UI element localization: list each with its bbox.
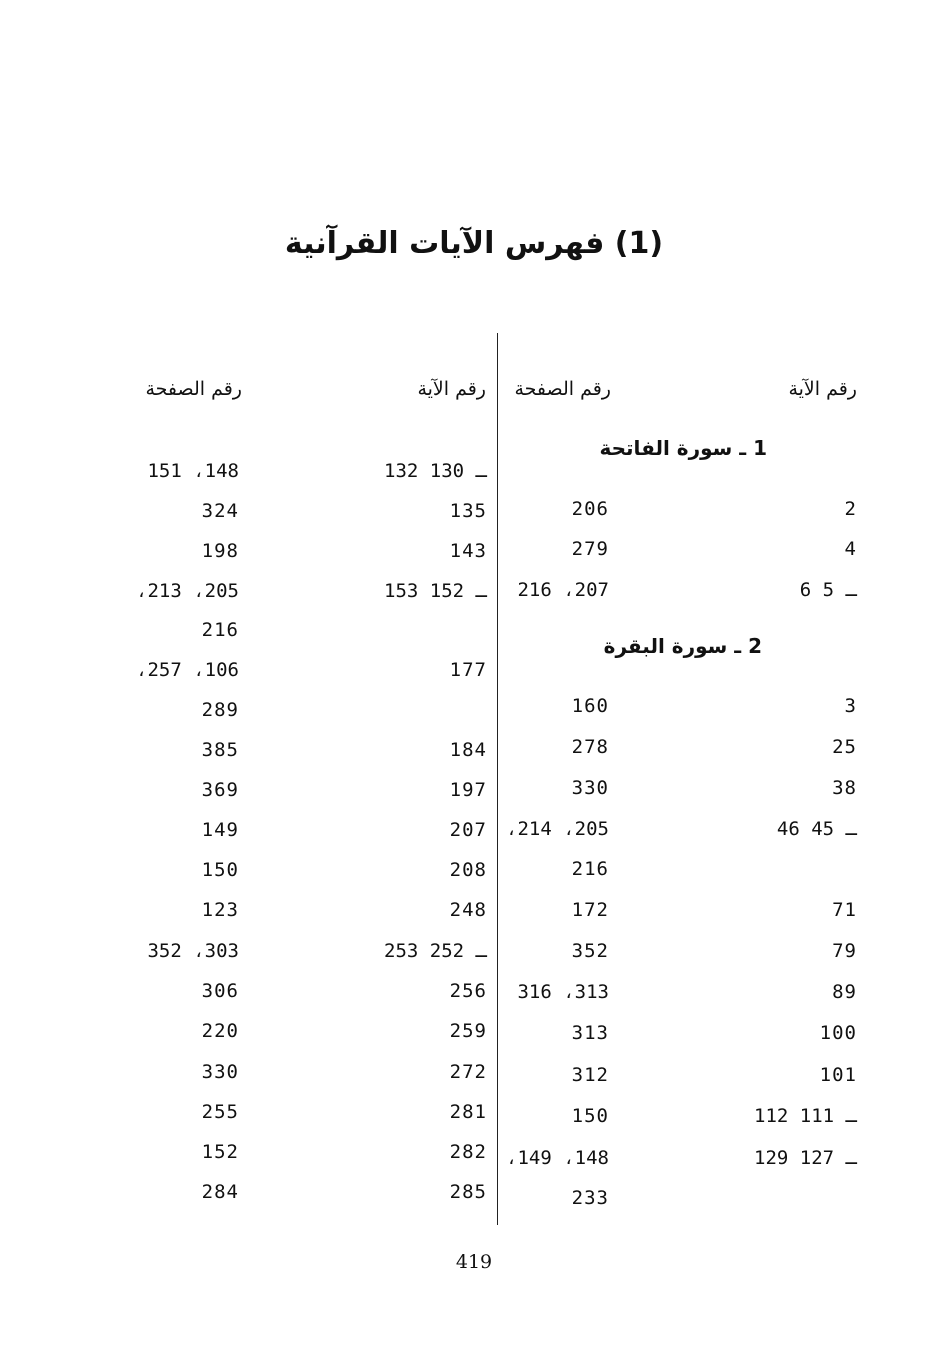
ayah-number: 272 <box>449 1061 487 1083</box>
page-ref: ،257 ،106 <box>136 659 239 681</box>
ayah-number: 79 <box>832 940 857 962</box>
right-page-header: رقم الصفحة <box>514 378 611 400</box>
ayah-number: 46 ـ 45 <box>776 818 857 840</box>
page-ref: 352 <box>571 940 609 962</box>
page-ref: 385 <box>201 739 239 761</box>
ayah-number: 207 <box>449 819 487 841</box>
ayah-number: 132 ـ 130 <box>384 460 487 482</box>
page-ref: 279 <box>571 538 609 560</box>
page-ref: 152 <box>201 1141 239 1163</box>
surah-heading-baqara: 2 ـ سورة البقرة <box>603 634 762 658</box>
page-ref: 312 <box>571 1064 609 1086</box>
page-ref: 313 <box>571 1022 609 1044</box>
ayah-number: 143 <box>449 540 487 562</box>
ayah-number: 3 <box>844 695 857 717</box>
ayah-number: 184 <box>449 739 487 761</box>
ayah-number: 253 ـ 252 <box>384 940 487 962</box>
page-ref: 306 <box>201 980 239 1002</box>
ayah-number: 89 <box>832 981 857 1003</box>
ayah-number: 101 <box>819 1064 857 1086</box>
page-ref: 289 <box>201 699 239 721</box>
ayah-number: 129 ـ 127 <box>754 1147 857 1169</box>
ayah-number: 25 <box>832 736 857 758</box>
right-ayah-header: رقم الآية <box>788 378 857 400</box>
ayah-number: 282 <box>449 1141 487 1163</box>
ayah-number: 197 <box>449 779 487 801</box>
ayah-number: 100 <box>819 1022 857 1044</box>
ayah-number: 259 <box>449 1020 487 1042</box>
page-ref: 150 <box>201 859 239 881</box>
ayah-number: 281 <box>449 1101 487 1123</box>
page-ref: 220 <box>201 1020 239 1042</box>
page-ref: 123 <box>201 899 239 921</box>
page-ref: 198 <box>201 540 239 562</box>
page-ref: 330 <box>201 1061 239 1083</box>
page-ref: ،213 ،205 <box>136 580 239 602</box>
ayah-number: 135 <box>449 500 487 522</box>
page-ref: 150 <box>571 1105 609 1127</box>
page-ref: 330 <box>571 777 609 799</box>
page-ref: 233 <box>571 1187 609 1209</box>
page-ref: 324 <box>201 500 239 522</box>
page-ref: ،149 ،148 <box>506 1147 609 1169</box>
page-number: 419 <box>455 1251 493 1273</box>
ayah-number: 153 ـ 152 <box>384 580 487 602</box>
page-ref: 206 <box>571 498 609 520</box>
page-ref: 316 ،313 <box>517 981 609 1003</box>
page-ref: 216 <box>571 858 609 880</box>
page-ref: 216 ،207 <box>517 579 609 601</box>
page-title: (1) فهرس الآيات القرآنية <box>284 226 664 261</box>
page-ref: 172 <box>571 899 609 921</box>
left-ayah-header: رقم الآية <box>417 378 486 400</box>
page-ref: 160 <box>571 695 609 717</box>
page-ref: 278 <box>571 736 609 758</box>
page-ref: 284 <box>201 1181 239 1203</box>
column-divider <box>497 333 498 1225</box>
page-ref: 255 <box>201 1101 239 1123</box>
ayah-number: 248 <box>449 899 487 921</box>
page-ref: 151 ،148 <box>147 460 239 482</box>
page-ref: 149 <box>201 819 239 841</box>
ayah-number: 2 <box>844 498 857 520</box>
page-ref: ،214 ،205 <box>506 818 609 840</box>
page-ref: 369 <box>201 779 239 801</box>
page-ref: 216 <box>201 619 239 641</box>
ayah-number: 256 <box>449 980 487 1002</box>
ayah-number: 112 ـ 111 <box>754 1105 857 1127</box>
ayah-number: 285 <box>449 1181 487 1203</box>
ayah-number: 38 <box>832 777 857 799</box>
ayah-number: 71 <box>832 899 857 921</box>
ayah-number: 177 <box>449 659 487 681</box>
ayah-number: 6 ـ 5 <box>799 579 857 601</box>
page-ref: 352 ،303 <box>147 940 239 962</box>
left-page-header: رقم الصفحة <box>145 378 242 400</box>
surah-heading-fatiha: 1 ـ سورة الفاتحة <box>599 436 767 460</box>
ayah-number: 208 <box>449 859 487 881</box>
ayah-number: 4 <box>844 538 857 560</box>
